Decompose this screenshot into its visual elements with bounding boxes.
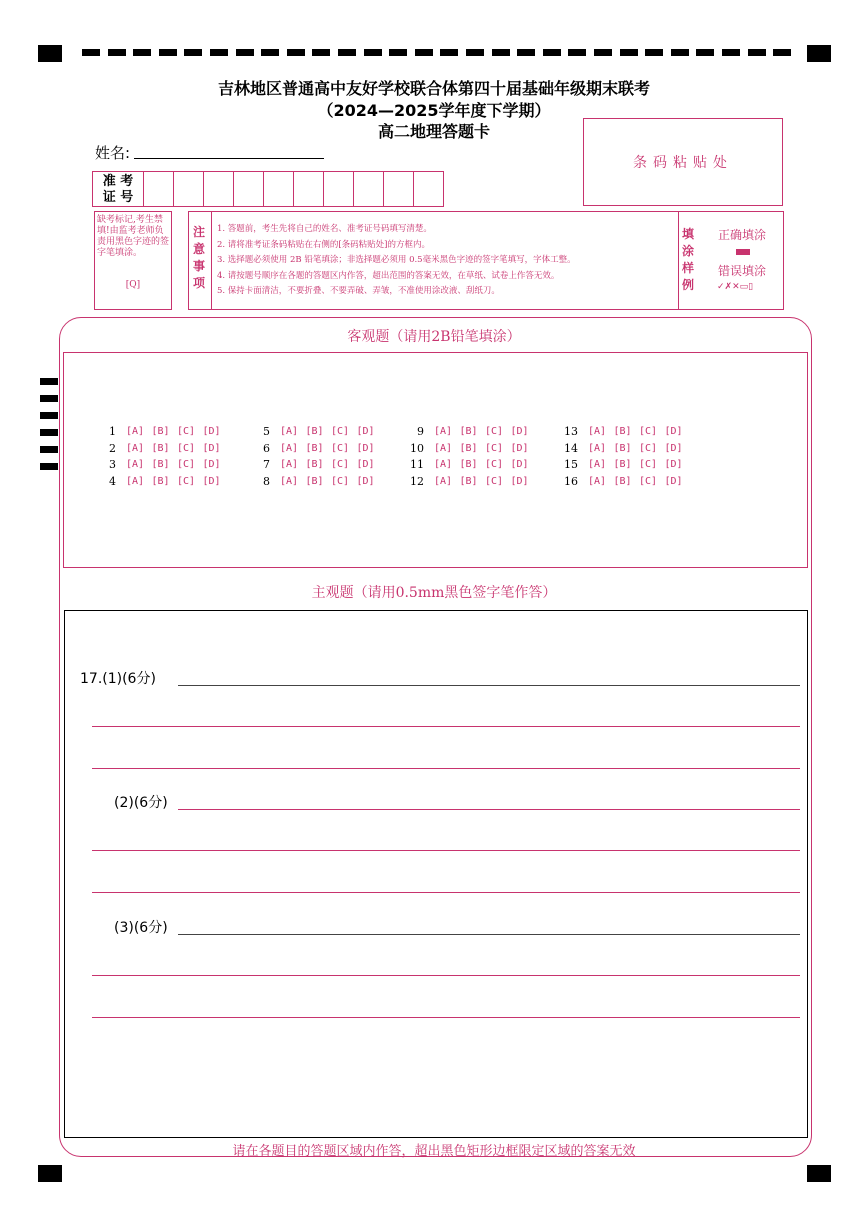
answer-bubble[interactable]: [A] — [126, 425, 145, 437]
answer-bubble[interactable]: [D] — [202, 475, 221, 487]
timing-mark — [440, 49, 458, 56]
answer-bubble[interactable]: [C] — [331, 425, 350, 437]
answer-line[interactable] — [92, 726, 800, 727]
exam-id-cell[interactable] — [174, 172, 204, 206]
answer-bubble[interactable]: [D] — [510, 459, 529, 471]
answer-bubble[interactable]: [D] — [510, 475, 529, 487]
timing-mark — [364, 49, 382, 56]
answer-bubble[interactable]: [C] — [639, 442, 658, 454]
subjective-area[interactable] — [64, 610, 808, 1138]
exam-id-label: 准 考 证 号 — [93, 172, 144, 206]
notice-item: 3. 选择题必须使用 2B 铅笔填涂；非选择题必须用 0.5毫米黑色字迹的签字笔填写，字体工整。 — [217, 255, 576, 265]
question-row — [244, 473, 382, 490]
answer-bubble[interactable]: [B] — [613, 442, 632, 454]
correct-fill-label: 正确填涂 — [718, 228, 767, 242]
timing-mark — [261, 49, 279, 56]
question-row — [90, 456, 228, 473]
answer-bubble[interactable]: [C] — [331, 459, 350, 471]
answer-bubble[interactable]: [C] — [331, 442, 350, 454]
question-number: 2 — [109, 441, 116, 455]
question-row — [552, 473, 690, 490]
answer-bubble[interactable]: [B] — [459, 425, 478, 437]
question-row — [244, 456, 382, 473]
question-column — [90, 423, 228, 490]
answer-bubble[interactable]: [D] — [664, 459, 683, 471]
answer-bubble[interactable]: [B] — [613, 459, 632, 471]
answer-bubble[interactable]: [D] — [202, 425, 221, 437]
answer-bubble[interactable]: [C] — [485, 475, 504, 487]
exam-term: （2024—2025学年度下学期） — [317, 101, 551, 120]
timing-mark — [696, 49, 714, 56]
answer-bubble[interactable]: [B] — [613, 475, 632, 487]
timing-mark — [133, 49, 151, 56]
name-field[interactable] — [134, 157, 324, 159]
timing-mark — [236, 49, 254, 56]
exam-id-cell[interactable] — [324, 172, 354, 206]
answer-bubble[interactable]: [A] — [280, 425, 299, 437]
timing-mark — [671, 49, 689, 56]
answer-bubble[interactable]: [C] — [639, 425, 658, 437]
question-row — [552, 440, 690, 457]
corner-mark-bottom-left — [38, 1165, 62, 1182]
question-number: 1 — [109, 424, 116, 438]
exam-id-cell[interactable] — [294, 172, 324, 206]
question-number: 3 — [109, 458, 116, 472]
timing-mark — [492, 49, 510, 56]
answer-bubble[interactable]: [A] — [588, 425, 607, 437]
wrong-fill-samples: ✓✗✕▭▯ — [717, 282, 754, 292]
answer-bubble[interactable]: [A] — [280, 459, 299, 471]
timing-mark — [389, 49, 407, 56]
side-timing-mark — [40, 395, 58, 402]
objective-title: 客观题（请用2B铅笔填涂） — [347, 329, 521, 345]
answer-bubble[interactable]: [B] — [305, 425, 324, 437]
answer-bubble[interactable]: [C] — [485, 425, 504, 437]
timing-mark — [184, 49, 202, 56]
question-number: 10 — [410, 441, 424, 455]
answer-bubble[interactable]: [B] — [151, 459, 170, 471]
answer-bubble[interactable]: [D] — [202, 442, 221, 454]
absence-mark[interactable]: [Q] — [125, 280, 141, 290]
answer-bubble[interactable]: [B] — [151, 442, 170, 454]
answer-bubble[interactable]: [C] — [485, 459, 504, 471]
q17-3-label: (3)(6分) — [114, 920, 168, 936]
exam-id-cell[interactable] — [384, 172, 414, 206]
question-number: 7 — [263, 458, 270, 472]
answer-line[interactable] — [178, 809, 800, 810]
question-number: 14 — [564, 441, 578, 455]
question-number: 16 — [564, 474, 578, 488]
answer-bubble[interactable]: [C] — [485, 442, 504, 454]
side-timing-mark — [40, 429, 58, 436]
answer-bubble[interactable]: [C] — [177, 442, 196, 454]
answer-bubble[interactable]: [A] — [434, 442, 453, 454]
question-number: 15 — [564, 458, 578, 472]
correct-fill-sample — [736, 249, 750, 255]
timing-mark — [108, 49, 126, 56]
answer-bubble[interactable]: [B] — [305, 459, 324, 471]
exam-id-cell[interactable] — [264, 172, 294, 206]
question-row — [552, 423, 690, 440]
timing-mark — [287, 49, 305, 56]
barcode-area: 条码粘贴处 — [583, 118, 783, 206]
answer-bubble[interactable]: [A] — [280, 442, 299, 454]
answer-line[interactable] — [92, 975, 800, 976]
question-column — [398, 423, 536, 490]
exam-id-cell[interactable] — [144, 172, 174, 206]
side-timing-mark — [40, 378, 58, 385]
answer-bubble[interactable]: [B] — [305, 442, 324, 454]
timing-mark — [82, 49, 100, 56]
answer-bubble[interactable]: [D] — [510, 425, 529, 437]
timing-mark — [620, 49, 638, 56]
answer-bubble[interactable]: [D] — [356, 442, 375, 454]
question-number: 4 — [109, 474, 116, 488]
timing-mark — [568, 49, 586, 56]
notice-item: 5. 保持卡面清洁，不要折叠、不要弄破、弄皱，不准使用涂改液、刮纸刀。 — [217, 286, 500, 296]
timing-mark — [312, 49, 330, 56]
notice-item: 1. 答题前，考生先将自己的姓名、准考证号码填写清楚。 — [217, 224, 432, 234]
answer-line[interactable] — [92, 768, 800, 769]
question-number: 12 — [410, 474, 424, 488]
corner-mark-top-right — [807, 45, 831, 62]
question-column — [244, 423, 382, 490]
question-number: 11 — [410, 458, 424, 472]
answer-bubble[interactable]: [C] — [639, 475, 658, 487]
answer-bubble[interactable]: [C] — [177, 475, 196, 487]
side-timing-mark — [40, 446, 58, 453]
answer-line[interactable] — [178, 685, 800, 686]
answer-bubble[interactable]: [C] — [177, 425, 196, 437]
question-row — [398, 473, 536, 490]
answer-bubble[interactable]: [D] — [202, 459, 221, 471]
fill-example-label: 填 涂 样 例 — [682, 227, 695, 292]
timing-mark — [722, 49, 740, 56]
question-number: 5 — [263, 424, 270, 438]
answer-bubble[interactable]: [A] — [434, 425, 453, 437]
answer-line[interactable] — [178, 934, 800, 935]
q17-1-label: 17.(1)(6分) — [80, 671, 156, 687]
exam-id-cell[interactable] — [234, 172, 264, 206]
exam-id-cell[interactable] — [354, 172, 384, 206]
name-label: 姓名: — [95, 144, 131, 162]
answer-bubble[interactable]: [A] — [126, 442, 145, 454]
timing-mark — [466, 49, 484, 56]
answer-bubble[interactable]: [D] — [356, 425, 375, 437]
question-number: 9 — [417, 424, 424, 438]
answer-bubble[interactable]: [B] — [459, 442, 478, 454]
answer-bubble[interactable]: [A] — [434, 459, 453, 471]
answer-line[interactable] — [92, 892, 800, 893]
answer-bubble[interactable]: [B] — [151, 425, 170, 437]
notice-item: 4. 请按题号顺序在各题的答题区内作答，超出范围的答案无效，在草纸、试卷上作答无效。 — [217, 270, 560, 281]
exam-id-cell[interactable] — [414, 172, 443, 206]
question-number: 6 — [263, 441, 270, 455]
question-row — [244, 440, 382, 457]
timing-mark — [210, 49, 228, 56]
corner-mark-top-left — [38, 45, 62, 62]
timing-mark — [773, 49, 791, 56]
question-row — [90, 423, 228, 440]
question-column — [552, 423, 690, 490]
answer-bubble[interactable]: [B] — [613, 425, 632, 437]
notice-box — [188, 211, 784, 310]
sheet-title: 高二地理答题卡 — [377, 122, 490, 141]
question-row — [398, 423, 536, 440]
answer-bubble[interactable]: [D] — [664, 475, 683, 487]
answer-bubble[interactable]: [D] — [356, 459, 375, 471]
timing-mark — [748, 49, 766, 56]
side-timing-mark — [40, 463, 58, 470]
timing-mark — [594, 49, 612, 56]
answer-bubble[interactable]: [A] — [280, 475, 299, 487]
timing-mark — [517, 49, 535, 56]
answer-bubble[interactable]: [D] — [356, 475, 375, 487]
exam-id-boxes[interactable] — [92, 171, 444, 207]
footer-note: 请在各题目的答题区域内作答，超出黑色矩形边框限定区域的答案无效 — [232, 1144, 636, 1159]
answer-line[interactable] — [92, 1017, 800, 1018]
side-timing-mark — [40, 412, 58, 419]
absence-box — [94, 211, 172, 310]
notice-item: 2. 请将准考证条码粘贴在右侧的[条码粘贴处]的方框内。 — [217, 239, 430, 250]
question-row — [244, 423, 382, 440]
absence-text: 缺考标记,考生禁填!由监考老师负责用黑色字迹的签字笔填涂。 — [97, 215, 170, 258]
question-number: 13 — [564, 424, 578, 438]
corner-mark-bottom-right — [807, 1165, 831, 1182]
answer-bubble[interactable]: [C] — [331, 475, 350, 487]
answer-bubble[interactable]: [A] — [434, 475, 453, 487]
question-row — [398, 456, 536, 473]
exam-title: 吉林地区普通高中友好学校联合体第四十届基础年级期末联考 — [217, 79, 650, 98]
timing-mark — [415, 49, 433, 56]
answer-bubble[interactable]: [B] — [151, 475, 170, 487]
answer-bubble[interactable]: [A] — [126, 459, 145, 471]
answer-bubble[interactable]: [A] — [126, 475, 145, 487]
question-row — [90, 473, 228, 490]
answer-line[interactable] — [92, 850, 800, 851]
answer-bubble[interactable]: [D] — [664, 442, 683, 454]
answer-bubble[interactable]: [A] — [588, 475, 607, 487]
answer-bubble[interactable]: [C] — [639, 459, 658, 471]
timing-mark — [543, 49, 561, 56]
wrong-fill-label: 错误填涂 — [718, 264, 767, 278]
timing-mark — [159, 49, 177, 56]
answer-bubble[interactable]: [D] — [664, 425, 683, 437]
exam-id-cell[interactable] — [204, 172, 234, 206]
notice-list — [217, 222, 576, 300]
q17-2-label: (2)(6分) — [114, 795, 168, 811]
question-row — [398, 440, 536, 457]
notice-label: 注 意 事 项 — [193, 225, 206, 290]
question-number: 8 — [263, 474, 270, 488]
timing-mark — [338, 49, 356, 56]
answer-bubble[interactable]: [B] — [459, 475, 478, 487]
question-row — [90, 440, 228, 457]
timing-mark — [645, 49, 663, 56]
subjective-title: 主观题（请用0.5mm黑色签字笔作答） — [311, 585, 557, 601]
answer-bubble[interactable]: [A] — [588, 459, 607, 471]
answer-bubble[interactable]: [A] — [588, 442, 607, 454]
answer-bubble[interactable]: [C] — [177, 459, 196, 471]
answer-bubble[interactable]: [D] — [510, 442, 529, 454]
answer-bubble[interactable]: [B] — [305, 475, 324, 487]
answer-bubble[interactable]: [B] — [459, 459, 478, 471]
question-row — [552, 456, 690, 473]
